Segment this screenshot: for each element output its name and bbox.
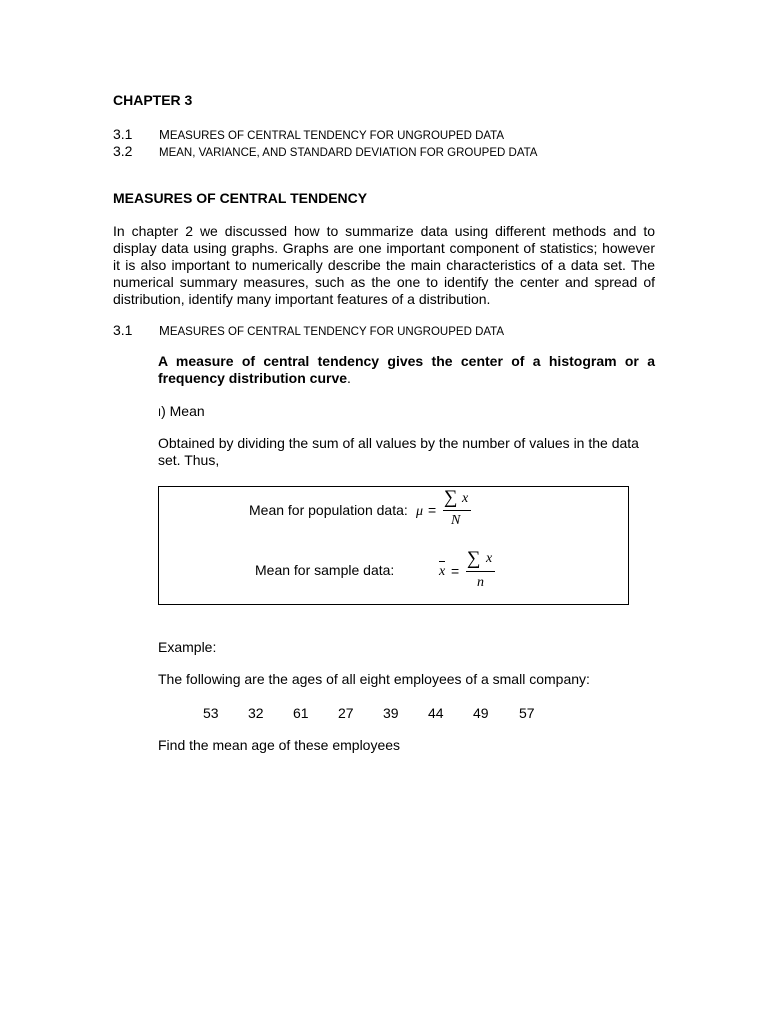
age-value: 53 xyxy=(203,705,219,721)
subsection-title: MEASURES OF CENTRAL TENDENCY FOR UNGROUPED DATA xyxy=(159,323,505,338)
population-sigma: ∑ xyxy=(444,487,458,508)
sample-formula-label: Mean for sample data: xyxy=(255,562,395,578)
age-value: 57 xyxy=(519,705,535,721)
example-intro: The following are the ages of all eight employees of a small company: xyxy=(158,671,590,687)
population-fraction-bar xyxy=(443,510,471,511)
sample-denominator: n xyxy=(477,575,484,590)
population-mean-symbol: μ xyxy=(416,504,424,519)
sample-sigma: ∑ xyxy=(467,548,481,569)
subsection-number: 3.1 xyxy=(113,322,133,338)
sample-equals: = xyxy=(451,563,460,579)
toc-title: MEAN, VARIANCE, AND STANDARD DEVIATION FOR GROUPED DATA xyxy=(159,147,538,159)
example-question: Find the mean age of these employees xyxy=(158,737,401,753)
age-value: 49 xyxy=(473,705,489,721)
age-value: 27 xyxy=(338,705,354,721)
sample-mean-overbar xyxy=(439,561,445,562)
toc-title: MEASURES OF CENTRAL TENDENCY FOR UNGROUPED DATA xyxy=(159,127,505,142)
chapter-title: CHAPTER 3 xyxy=(113,92,193,108)
mean-item-heading: I) Mean xyxy=(158,403,205,419)
population-numerator: x xyxy=(462,491,469,506)
sample-numerator: x xyxy=(486,551,493,566)
section-heading: MEASURES OF CENTRAL TENDENCY xyxy=(113,190,368,206)
population-denominator: N xyxy=(451,513,461,528)
age-value: 32 xyxy=(248,705,264,721)
mean-description: Obtained by dividing the sum of all values by the number of values in the data set. Thus, xyxy=(158,435,639,468)
formula-box xyxy=(158,486,629,605)
population-formula-label: Mean for population data: xyxy=(249,502,408,518)
population-equals: = xyxy=(428,502,437,518)
toc-number: 3.1 xyxy=(113,126,133,142)
ages-list xyxy=(203,705,543,722)
age-value: 61 xyxy=(293,705,309,721)
definition-text: A measure of central tendency gives the center of a histogram or a frequency distribution curve. xyxy=(158,353,655,386)
toc-number: 3.2 xyxy=(113,143,133,159)
sample-mean-symbol: x xyxy=(439,564,446,579)
age-value: 39 xyxy=(383,705,399,721)
sample-fraction-bar xyxy=(466,571,495,572)
intro-paragraph: In chapter 2 we discussed how to summarize data using different methods and to display data using graphs. Graphs are one important component of statistics; however it is also important to numerically describe the main characteristics of a data set. The numerical summary measures, such as the one to identify the center and spread of distribution, identify many important features of a distribution. xyxy=(113,223,655,307)
example-label: Example: xyxy=(158,639,217,655)
age-value: 44 xyxy=(428,705,444,721)
